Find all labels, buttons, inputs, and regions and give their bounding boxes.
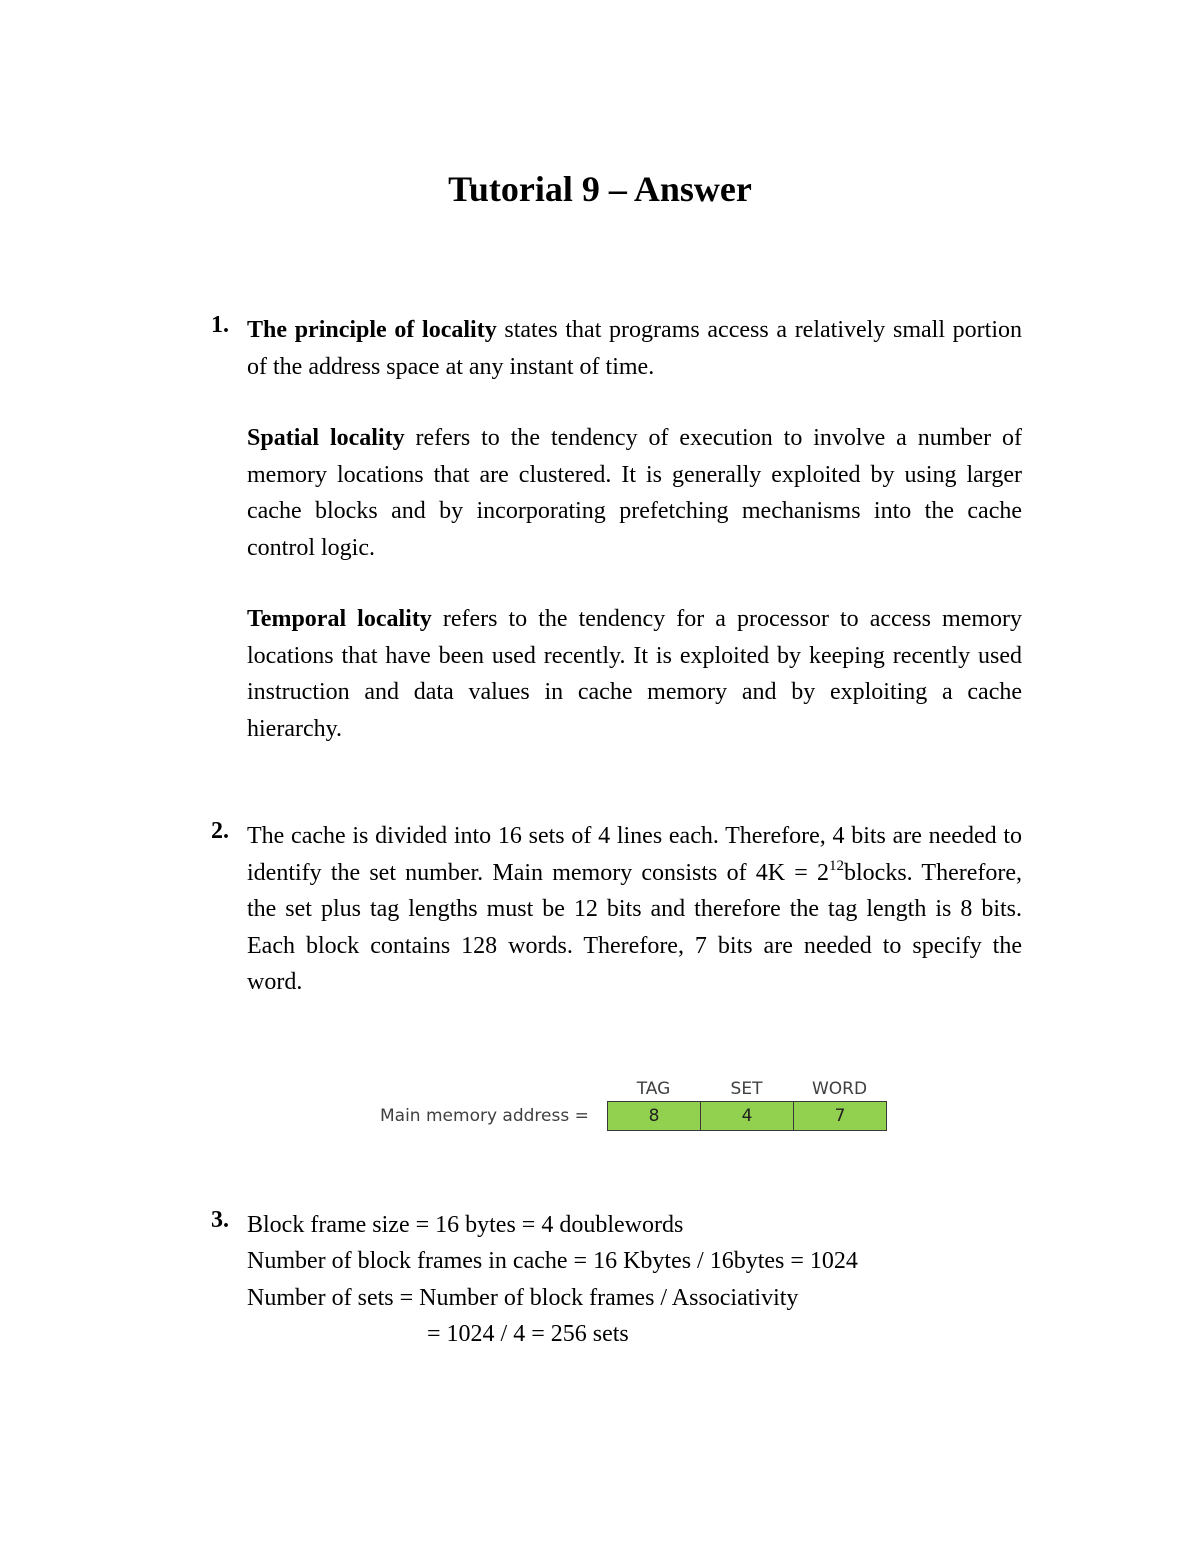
- field-header-word: WORD: [811, 1079, 868, 1099]
- q3-line-3: Number of sets = Number of block frames / Associativity: [247, 1285, 799, 1311]
- q2-text-before: The cache is divided into 16 sets of 4 lines each. Therefore, 4 bits are needed to identify the set number. Main memory consists of 4K = 2: [247, 823, 1022, 886]
- q3-number: 3.: [211, 1207, 229, 1233]
- q1-term-spatial: Spatial locality: [247, 425, 405, 451]
- q2-number: 2.: [211, 818, 229, 844]
- q2-paragraph: [247, 818, 1022, 1001]
- field-cell-set: 4: [700, 1101, 794, 1131]
- field-cell-word: 7: [793, 1101, 887, 1131]
- q1-paragraph-principle: [247, 312, 1022, 385]
- q1-paragraph-spatial: [247, 420, 1022, 566]
- q1-number: 1.: [211, 312, 229, 338]
- q1-paragraph-temporal: [247, 601, 1022, 747]
- q2-text-after: blocks. Therefore, the set plus tag lengths must be 12 bits and therefore the tag length is 8 bits. Each block contains 128 words. Therefore, 7 bits are needed to specify the word.: [247, 859, 1023, 995]
- q1-text-principle: states that programs access a relatively small portion of the address space at any instant of time.: [247, 317, 1022, 380]
- q3-line-1: Block frame size = 16 bytes = 4 doublewords: [247, 1212, 684, 1238]
- field-cell-tag: 8: [607, 1101, 701, 1131]
- q1-text-temporal: refers to the tendency for a processor to access memory locations that have been used recently. It is exploited by keeping recently used instruction and data values in cache memory and by exploiting a cache hierarchy.: [247, 606, 1023, 742]
- field-header-set: SET: [730, 1079, 763, 1099]
- q2-superscript: 12: [829, 857, 844, 874]
- q1-term-temporal: Temporal locality: [247, 606, 432, 632]
- q1-term-principle: The principle of locality: [247, 317, 497, 343]
- q3-line-4: = 1024 / 4 = 256 sets: [427, 1321, 629, 1347]
- q3-line-2: Number of block frames in cache = 16 Kbytes / 16bytes = 1024: [247, 1248, 858, 1274]
- field-header-tag: TAG: [636, 1079, 671, 1099]
- page-title: Tutorial 9 – Answer: [448, 169, 752, 209]
- diagram-label: Main memory address =: [380, 1106, 589, 1126]
- q1-text-spatial: refers to the tendency of execution to involve a number of memory locations that are clustered. It is generally exploited by using larger cache blocks and by incorporating prefetching mechanisms into the cache control logic.: [247, 425, 1022, 561]
